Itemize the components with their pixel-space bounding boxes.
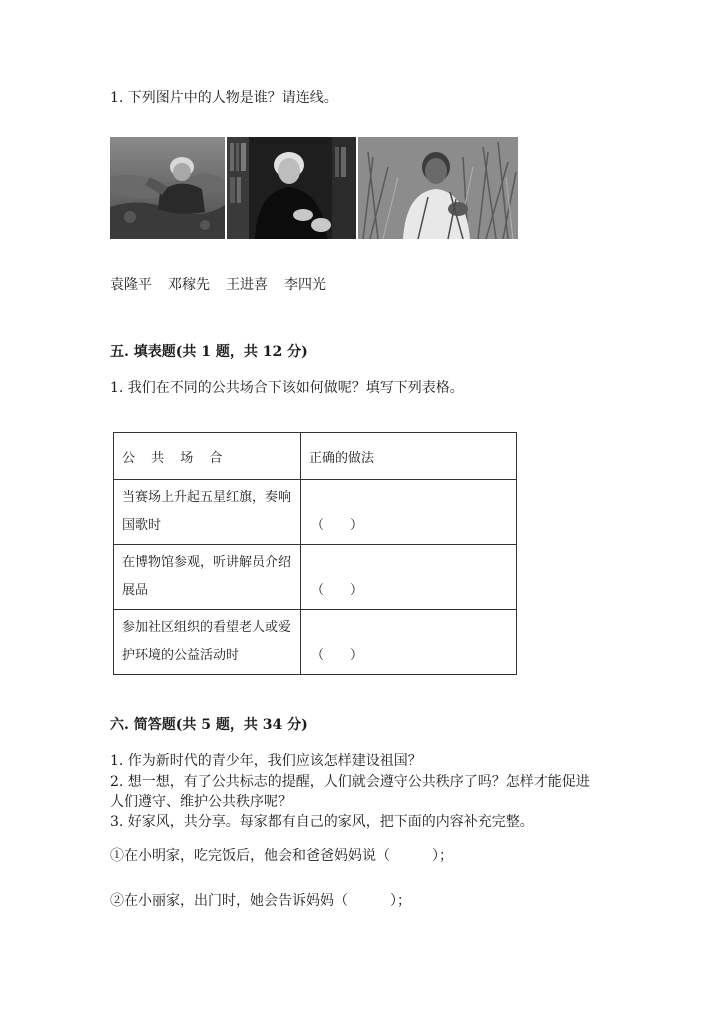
section-5-question: 1. 我们在不同的公共场合下该如何做呢？填写下列表格。 (110, 380, 464, 396)
table-cell-answer[interactable] (301, 610, 517, 675)
section-6-question-1: 1. 作为新时代的青少年，我们应该怎样建设祖国？ (110, 753, 422, 769)
answer-blank[interactable]: （ ） (311, 517, 364, 533)
table-header-row (114, 433, 517, 480)
section-6-sub-item-1: ①在小明家，吃完饭后，他会和爸爸妈妈说（ ）； (110, 848, 453, 864)
name-wang-jinxi: 王进喜 (226, 277, 268, 293)
name-li-siguang: 李四光 (284, 277, 326, 293)
photo-deng-jiaxian (227, 137, 356, 239)
photo-yuan-longping (358, 137, 518, 239)
question-1-title: 1. 下列图片中的人物是谁？请连线。 (110, 90, 338, 106)
table-header-answer (301, 433, 517, 480)
table-row (114, 480, 517, 545)
header-place-text: 公 共 场 合 (122, 450, 229, 466)
photo-wang-jinxi (110, 137, 225, 239)
section-6-question-3: 3. 好家风，共分享。每家都有自己的家风，把下面的内容补充完整。 (110, 814, 534, 830)
answer-blank[interactable]: （ ） (311, 647, 364, 663)
table-header-place (114, 433, 301, 480)
header-answer-text: 正确的做法 (309, 450, 375, 466)
answer-blank[interactable]: （ ） (311, 582, 364, 598)
section-6-sub-item-2: ②在小丽家，出门时，她会告诉妈妈（ ）； (110, 893, 411, 909)
table-cell-place: 参加社区组织的看望老人或爱护环境的公益活动时 (114, 610, 301, 675)
table-row (114, 610, 517, 675)
table-cell-place: 在博物馆参观，听讲解员介绍展品 (114, 545, 301, 610)
section-6-heading: 六. 简答题(共 5 题，共 34 分) (110, 717, 308, 733)
table-cell-place: 当赛场上升起五星红旗，奏响国歌时 (114, 480, 301, 545)
section-5-heading: 五. 填表题(共 1 题，共 12 分) (110, 344, 308, 360)
name-deng-jiaxian: 邓稼先 (168, 277, 210, 293)
table-cell-answer[interactable] (301, 480, 517, 545)
table-cell-answer[interactable] (301, 545, 517, 610)
section-6-question-2-line-2: 人们遵守、维护公共秩序呢？ (110, 794, 292, 810)
name-yuan-longping: 袁隆平 (110, 277, 152, 293)
fill-table (113, 432, 517, 675)
section-6-question-2-line-1: 2. 想一想，有了公共标志的提醒，人们就会遵守公共秩序了吗？怎样才能促进 (110, 774, 590, 790)
table-row (114, 545, 517, 610)
